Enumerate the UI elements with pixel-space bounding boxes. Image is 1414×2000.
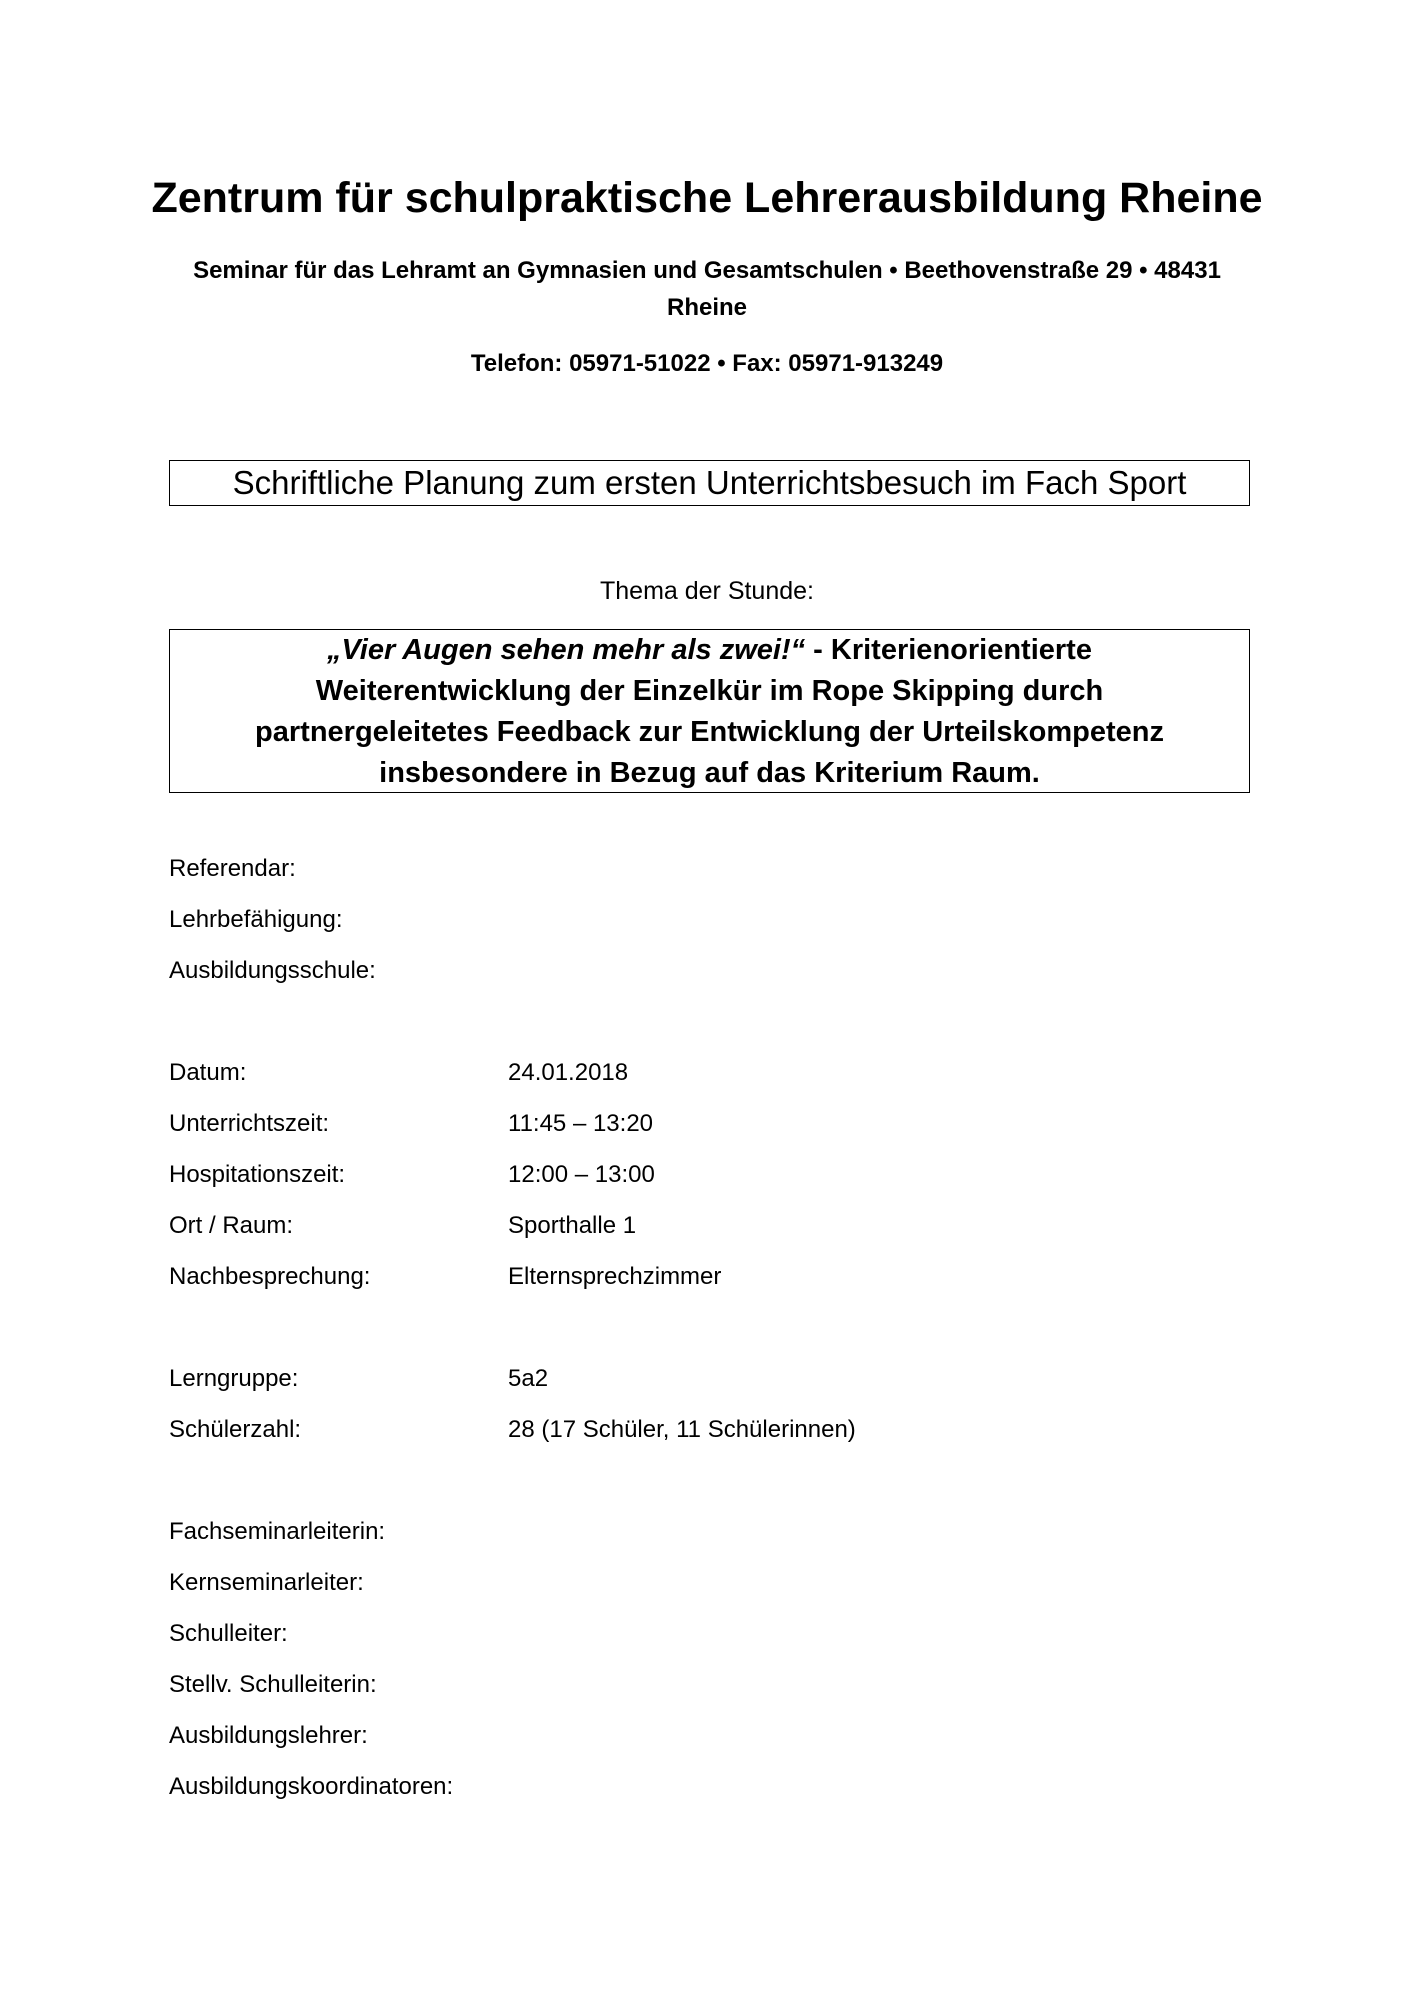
field-label: Schülerzahl: xyxy=(169,1416,302,1443)
field-label: Hospitationszeit: xyxy=(169,1161,346,1188)
field-value: 24.01.2018 xyxy=(508,1059,629,1086)
field-value: 28 (17 Schüler, 11 Schülerinnen) xyxy=(508,1416,856,1443)
field-label: Ausbildungslehrer: xyxy=(169,1722,368,1749)
field-label: Fachseminarleiterin: xyxy=(169,1518,386,1545)
field-label: Lerngruppe: xyxy=(169,1365,299,1392)
field-label: Lehrbefähigung: xyxy=(169,906,343,933)
field-label: Schulleiter: xyxy=(169,1620,288,1647)
field-label: Ausbildungskoordinatoren: xyxy=(169,1773,454,1800)
topic-box xyxy=(169,629,1250,793)
topic-text: - Kriterienorientierte Weiterentwicklung der Einzelkür im Rope Skipping durch partnergeleitetes Feedback zur Entwicklung der Urteilskompetenz insbesondere in Bezug auf das Kriterium Raum. xyxy=(255,634,1164,789)
field-label: Unterrichtszeit: xyxy=(169,1110,330,1137)
planning-title-box: Schriftliche Planung zum ersten Unterrichtsbesuch im Fach Sport xyxy=(169,460,1250,506)
field-label: Kernseminarleiter: xyxy=(169,1569,364,1596)
seminar-address: Seminar für das Lehramt an Gymnasien und Gesamtschulen • Beethovenstraße 29 • 48431 Rheine xyxy=(193,257,1221,321)
topic-label: Thema der Stunde: xyxy=(599,577,814,605)
field-value: 11:45 – 13:20 xyxy=(508,1110,654,1137)
field-value: 5a2 xyxy=(508,1365,549,1392)
field-label: Ort / Raum: xyxy=(169,1212,294,1239)
field-label: Ausbildungsschule: xyxy=(169,957,376,984)
field-label: Referendar: xyxy=(169,855,296,882)
field-value: Sporthalle 1 xyxy=(508,1212,637,1239)
field-label: Nachbesprechung: xyxy=(169,1263,371,1290)
field-value: 12:00 – 13:00 xyxy=(508,1161,655,1188)
institution-title: Zentrum für schulpraktische Lehrerausbildung Rheine xyxy=(151,174,1263,222)
field-value: Elternsprechzimmer xyxy=(508,1263,722,1290)
contact-line: Telefon: 05971-51022 • Fax: 05971-913249 xyxy=(470,350,944,377)
field-label: Stellv. Schulleiterin: xyxy=(169,1671,377,1698)
field-label: Datum: xyxy=(169,1059,247,1086)
topic-quote: „Vier Augen sehen mehr als zwei!“ xyxy=(327,634,806,666)
